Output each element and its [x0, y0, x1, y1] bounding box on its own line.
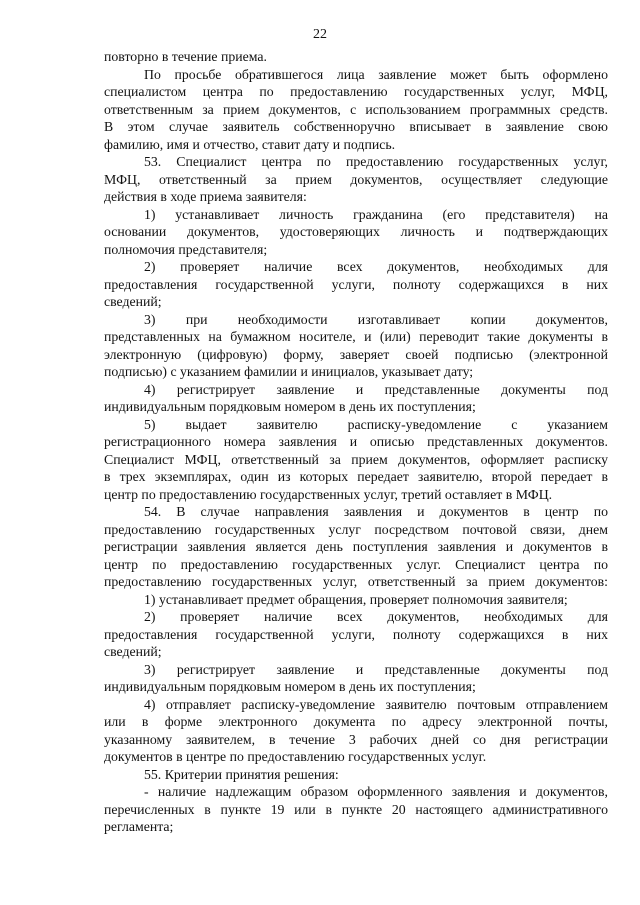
text-line: регистрационного номера заявления и описью представленных документов.	[104, 434, 608, 449]
text-line: предоставления государственной услуги, полноту содержащихся в них	[104, 276, 608, 292]
text-line: представленных на бумажном носителе, и (или) переводит такие документы в	[104, 329, 608, 344]
text-line: 1) устанавливает предмет обращения, проверяет полномочия заявителя;	[144, 591, 568, 607]
text-line: 1) устанавливает личность гражданина (его представителя) на	[144, 206, 608, 222]
text-line: 54. В случае направления заявления и документов в центр по	[144, 504, 608, 519]
text-line: 3) при необходимости изготавливает копии документов,	[144, 311, 608, 327]
text-line: По просьбе обратившегося лица заявление может быть оформлено	[144, 66, 608, 82]
text-line: регламента;	[104, 819, 174, 834]
text-line: центр по предоставлению государственных услуг. Специалист центра по	[104, 556, 608, 572]
text-line: 3) регистрирует заявление и представленные документы под	[144, 661, 608, 677]
page-number: 22	[313, 27, 327, 42]
text-line: ответственным за прием документов, с использованием программных средств.	[104, 101, 608, 117]
text-line: В этом случае заявитель собственноручно вписывает в заявление свою	[104, 119, 608, 134]
text-line: центр по предоставлению государственных услуг, третий оставляет в МФЦ.	[104, 486, 553, 502]
text-line: фамилию, имя и отчество, ставит дату и подпись.	[104, 136, 396, 152]
text-line: - наличие надлежащим образом оформленного заявления и документов,	[144, 784, 608, 799]
text-line: 53. Специалист центра по предоставлению государственных услуг,	[144, 154, 608, 169]
text-line: предоставлению государственных услуг посредством почтовой связи, днем	[104, 521, 608, 537]
text-line: 2) проверяет наличие всех документов, необходимых для	[144, 609, 608, 624]
document-body	[104, 48, 608, 836]
text-line: документов в центре по предоставлению государственных услуг.	[104, 749, 487, 764]
text-line: 5) выдает заявителю расписку-уведомление с указанием	[144, 416, 608, 432]
text-line: индивидуальным порядковым номером в день их поступления;	[104, 399, 476, 414]
text-line: в трех экземплярах, один из которых передает заявителю, второй передает в	[104, 469, 608, 484]
text-line: электронную (цифровую) форму, заверяет своей подписью (электронной	[104, 346, 608, 362]
text-line: 2) проверяет наличие всех документов, необходимых для	[144, 259, 608, 274]
text-line: МФЦ, ответственный за прием документов, осуществляет следующие	[104, 171, 608, 187]
text-line: или в форме электронного документа по адресу электронной почты,	[104, 714, 608, 729]
text-line: индивидуальным порядковым номером в день их поступления;	[104, 679, 476, 694]
text-line: 4) отправляет расписку-уведомление заявителю почтовым отправлением	[144, 696, 608, 712]
text-line: действия в ходе приема заявителя:	[104, 189, 307, 204]
text-line: 4) регистрирует заявление и представленные документы под	[144, 381, 608, 397]
text-line: специалистом центра по предоставлению государственных услуг, МФЦ,	[104, 84, 608, 99]
text-line: регистрации заявления является день поступления заявления и документов в	[104, 539, 608, 554]
text-line: полномочия представителя;	[104, 241, 268, 257]
text-line: предоставления государственной услуги, полноту содержащихся в них	[104, 626, 608, 642]
text-line: повторно в течение приема.	[104, 49, 268, 64]
text-line: 55. Критерии принятия решения:	[144, 766, 339, 782]
text-line: предоставлению государственных услуг, ответственный за прием документов:	[104, 574, 608, 589]
text-line: Специалист МФЦ, ответственный за прием документов, оформляет расписку	[104, 451, 608, 467]
text-line: указанному заявителем, в течение 3 рабочих дней со дня регистрации	[104, 731, 608, 747]
text-line: сведений;	[104, 294, 162, 309]
text-line: подписью) с указанием фамилии и инициалов, указывает дату;	[104, 364, 474, 379]
text-line: сведений;	[104, 644, 162, 659]
text-line: перечисленных в пункте 19 или в пункте 20 настоящего административного	[104, 801, 608, 817]
text-line: основании документов, удостоверяющих личность и подтверждающих	[104, 224, 608, 239]
